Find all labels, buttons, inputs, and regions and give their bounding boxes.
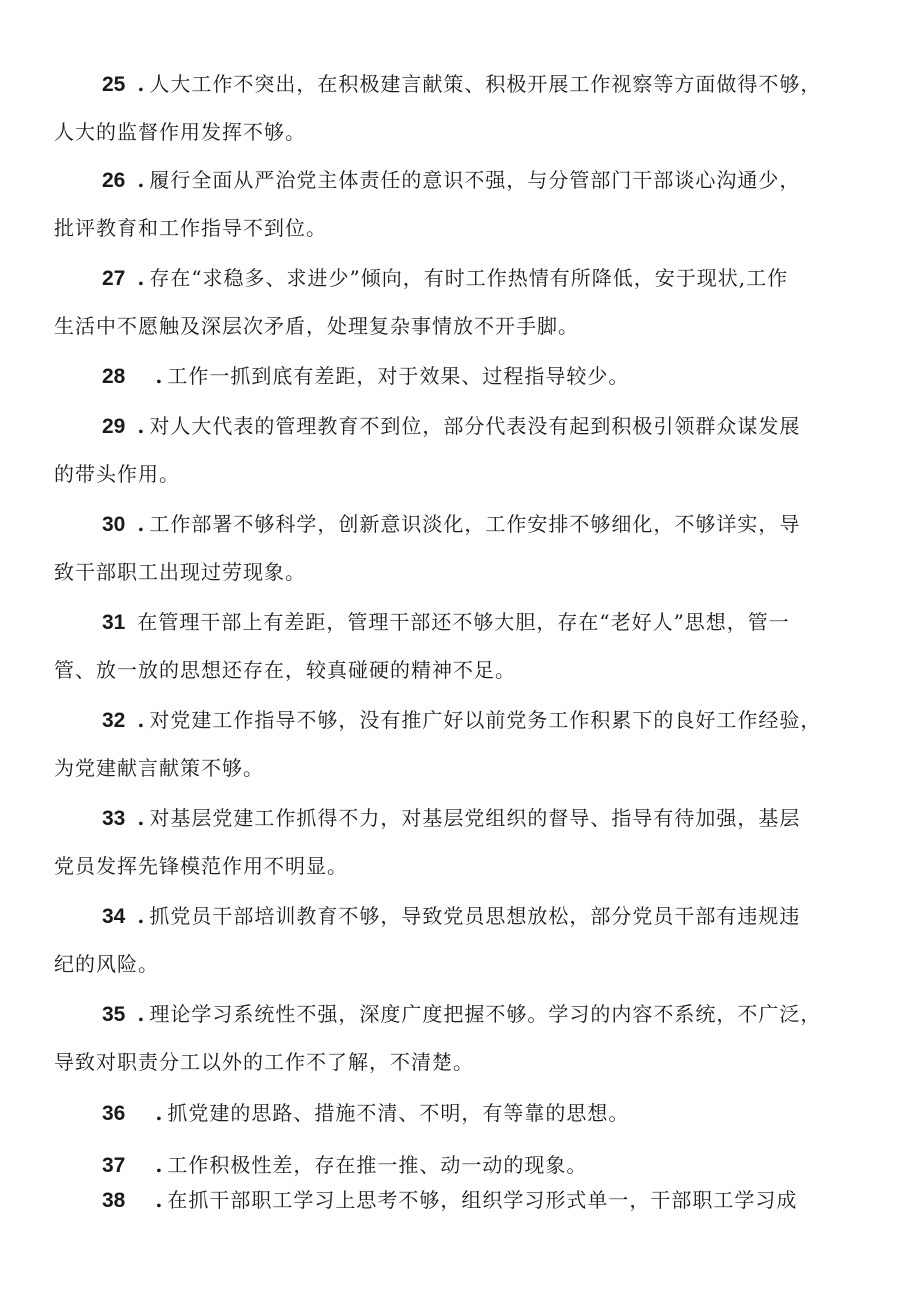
item-number: 31 (102, 611, 126, 634)
item-number: 26 (102, 169, 126, 192)
item-separator: . (137, 414, 146, 438)
item-text: 对党建工作指导不够，没有推广好以前党务工作积累下的良好工作经验， (149, 708, 822, 732)
list-item (54, 892, 884, 988)
item-text: 的带头作用。 (54, 462, 180, 486)
list-item (54, 402, 884, 498)
item-line (54, 302, 884, 350)
item-number: 33 (102, 807, 126, 830)
list-item (54, 990, 884, 1086)
item-line (54, 402, 884, 450)
item-text: 党员发挥先锋模范作用不明显。 (54, 854, 348, 878)
item-number: 27 (102, 267, 126, 290)
item-number: 30 (102, 513, 126, 536)
item-line (54, 450, 884, 498)
item-line (54, 60, 884, 108)
item-line (54, 352, 884, 400)
item-line (54, 696, 884, 744)
item-line (54, 842, 884, 890)
item-line (54, 500, 884, 548)
item-number: 25 (102, 73, 126, 96)
item-text: 抓党建的思路、措施不清、不明，有等靠的思想。 (167, 1101, 630, 1125)
item-line (54, 598, 884, 646)
item-line (54, 1038, 884, 1086)
item-number: 34 (102, 905, 126, 928)
item-separator: . (155, 364, 164, 388)
item-separator: . (137, 168, 146, 192)
item-text: 工作部署不够科学，创新意识淡化，工作安排不够细化，不够详实，导 (149, 512, 801, 536)
item-text: 工作积极性差，存在推一推、动一动的现象。 (167, 1153, 588, 1177)
item-number: 29 (102, 415, 126, 438)
item-line (54, 646, 884, 694)
list-item (54, 156, 884, 252)
item-text: 工作一抓到底有差距，对于效果、过程指导较少。 (167, 364, 630, 388)
item-separator: . (137, 266, 146, 290)
item-text: 抓党员干部培训教育不够，导致党员思想放松，部分党员干部有违规违 (149, 904, 801, 928)
item-separator: . (155, 1188, 164, 1212)
item-number: 37 (102, 1154, 126, 1177)
item-separator: . (155, 1101, 164, 1125)
list-item (54, 352, 884, 400)
list-item (54, 794, 884, 890)
item-line (54, 156, 884, 204)
item-line (54, 108, 884, 156)
item-separator: . (137, 512, 146, 536)
item-text: 人大的监督作用发挥不够。 (54, 120, 306, 144)
item-text: 存在“求稳多、求进少”倾向，有时工作热情有所降低，安于现状,工作 (149, 266, 789, 290)
item-text: 理论学习系统性不强，深度广度把握不够。学习的内容不系统，不广泛， (149, 1002, 822, 1026)
item-text: 管、放一放的思想还存在，较真碰硬的精神不足。 (54, 658, 516, 682)
item-line (54, 548, 884, 596)
item-separator: . (137, 806, 146, 830)
item-text: 生活中不愿触及深层次矛盾，处理复杂事情放不开手脚。 (54, 314, 579, 338)
item-text: 导致对职责分工以外的工作不了解，不清楚。 (54, 1050, 474, 1074)
item-separator: . (137, 1002, 146, 1026)
item-separator: . (137, 904, 146, 928)
list-item (54, 598, 884, 694)
item-number: 36 (102, 1102, 126, 1125)
list-item (54, 696, 884, 792)
item-number: 38 (102, 1189, 126, 1212)
item-text: 对基层党建工作抓得不力，对基层党组织的督导、指导有待加强，基层 (149, 806, 801, 830)
item-number: 32 (102, 709, 126, 732)
item-text: 对人大代表的管理教育不到位，部分代表没有起到积极引领群众谋发展 (149, 414, 801, 438)
item-text: 批评教育和工作指导不到位。 (54, 216, 327, 240)
item-separator: . (137, 708, 146, 732)
item-text: 致干部职工出现过劳现象。 (54, 560, 306, 584)
list-item (54, 500, 884, 596)
item-text: 履行全面从严治党主体责任的意识不强，与分管部门干部谈心沟通少， (149, 168, 801, 192)
item-line (54, 254, 884, 302)
list-item (54, 1089, 884, 1137)
item-line (54, 1176, 884, 1224)
item-line (54, 1089, 884, 1137)
item-line (54, 744, 884, 792)
item-line (54, 794, 884, 842)
item-text: 人大工作不突出，在积极建言献策、积极开展工作视察等方面做得不够， (149, 72, 822, 96)
item-number: 28 (102, 365, 126, 388)
list-item (54, 60, 884, 156)
item-text: 纪的风险。 (54, 952, 159, 976)
item-line (54, 940, 884, 988)
list-item (54, 1176, 884, 1224)
item-line (54, 990, 884, 1038)
item-line (54, 892, 884, 940)
item-text: 在抓干部职工学习上思考不够，组织学习形式单一，干部职工学习成 (167, 1188, 798, 1212)
item-separator: . (137, 72, 146, 96)
item-number: 35 (102, 1003, 126, 1026)
list-item (54, 254, 884, 350)
item-text: 在管理干部上有差距，管理干部还不够大胆，存在“老好人”思想，管一 (137, 610, 790, 634)
item-separator: . (155, 1153, 164, 1177)
item-text: 为党建献言献策不够。 (54, 756, 264, 780)
item-line (54, 204, 884, 252)
